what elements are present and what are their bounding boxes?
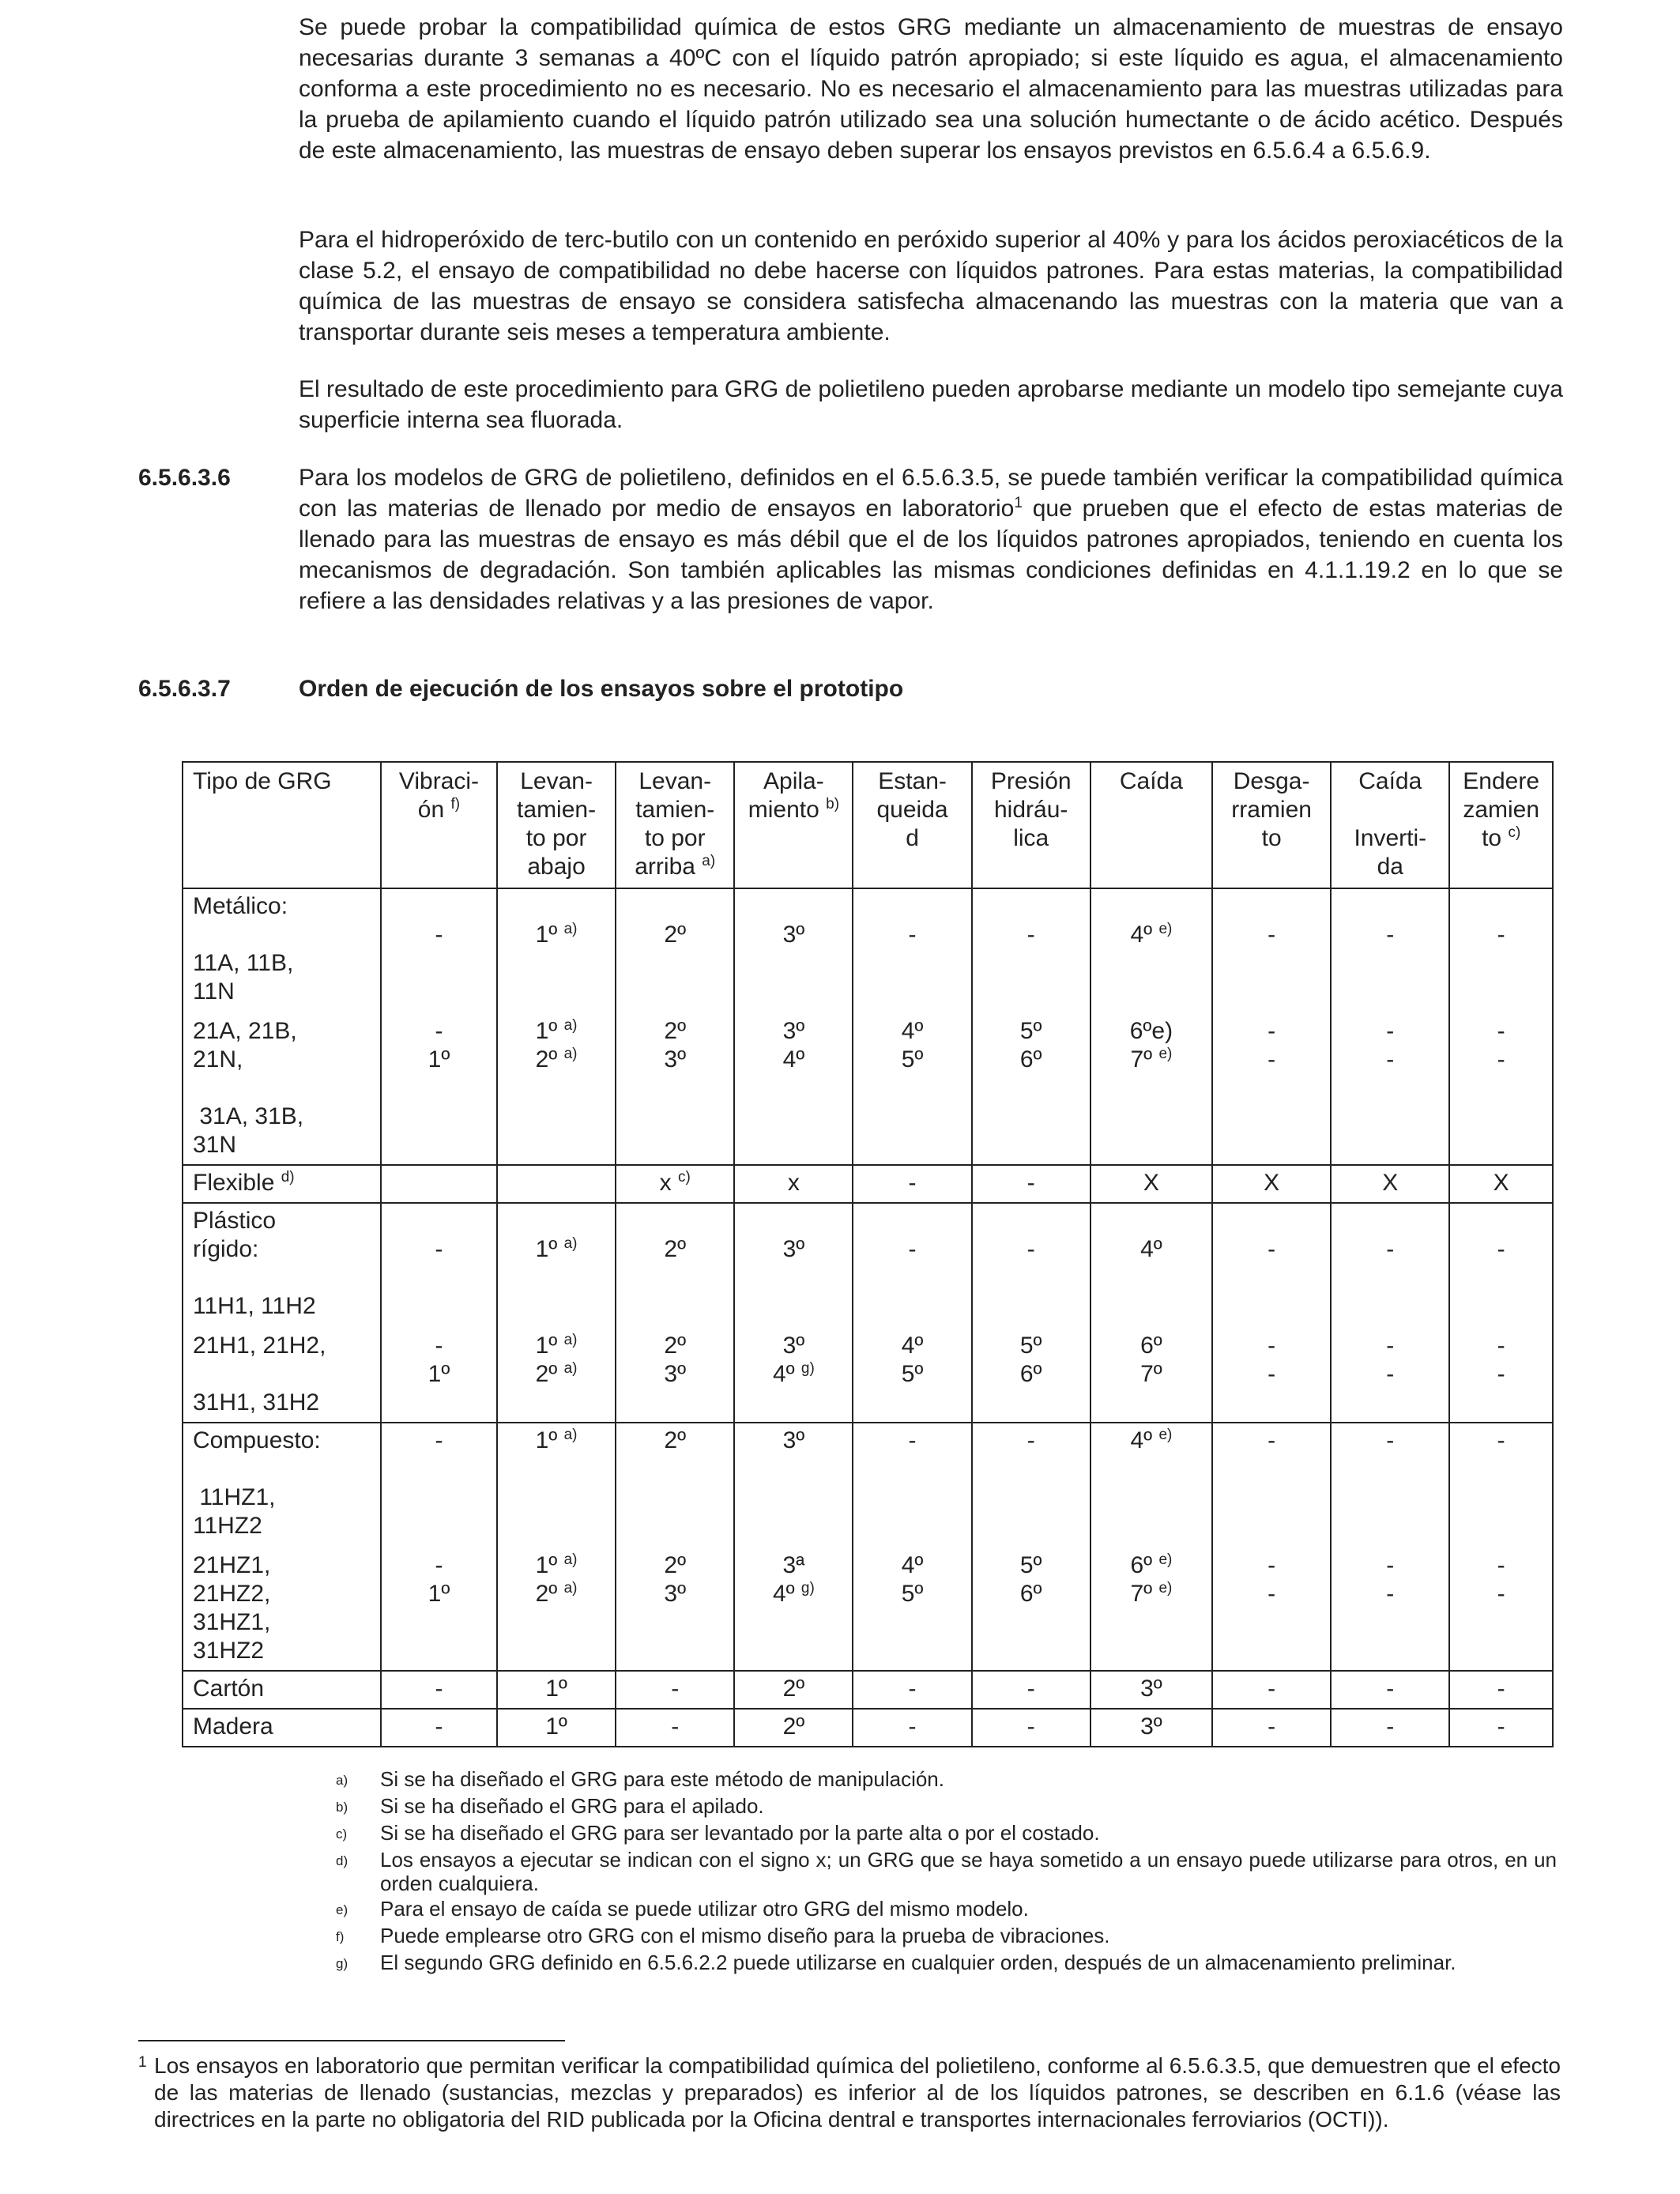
column-header: Tipo de GRG (183, 762, 381, 888)
column-header: Desga- rramien to (1212, 762, 1331, 888)
table-cell (381, 1165, 497, 1203)
column-header: Apila- miento $^{b)}$ (734, 762, 853, 888)
table-cell (497, 1709, 616, 1747)
cell-line: - (1268, 1236, 1276, 1262)
cell-line: - (1268, 1676, 1276, 1702)
cell-line: - (1026, 1170, 1035, 1196)
cell-line: - (1026, 922, 1035, 948)
table-row (183, 1165, 1553, 1203)
footnote-marker: g) (800, 1580, 815, 1596)
cell-line: - (1268, 1713, 1276, 1740)
cell-line: 2º (664, 922, 687, 948)
cell-line: - (908, 1713, 917, 1740)
cell-line (385, 1169, 493, 1197)
cell-line: 3ª 4º $^{g)}$ (772, 1552, 815, 1607)
note-key: b) (336, 1800, 348, 1815)
table-cell (381, 888, 497, 1165)
cell-line: 2º (664, 1236, 687, 1262)
table-cell (616, 1203, 734, 1423)
table-cell (1449, 1709, 1553, 1747)
footnote-marker: a) (563, 1017, 578, 1034)
column-header: Vibraci- ón $^{f)}$ (381, 762, 497, 888)
cell-line: - 1º (428, 1552, 450, 1607)
cell-line: Plástico rígido: 11H1, 11H2 (193, 1208, 316, 1319)
cell-line: 6º $^{e)}$ 7º $^{e)}$ (1130, 1551, 1173, 1607)
cell-line: - (908, 1170, 917, 1196)
section-6536-text-b: que prueben que el efecto de estas materias de llenado para las muestras de ensayo es más débil que el de los líquidos patrones apropiados, teniendo en cuenta los mecanismos de degradación. Son también aplicables las mismas condiciones definidas en 4.1.1.19.2 en lo que se refiere a las densidades relativas y a las presiones de vapor. (299, 496, 1563, 614)
note-text: Si se ha diseñado el GRG para este método de manipulación. (380, 1767, 944, 1791)
cell-line: 3º 4º (782, 1018, 805, 1072)
footnote-ref: 1 (1014, 495, 1023, 511)
note-key: a) (336, 1773, 348, 1788)
cell-line: - (1386, 922, 1395, 948)
table-cell (616, 1423, 734, 1671)
cell-line: - 1º (428, 1333, 450, 1387)
cell-line: 3º (782, 922, 805, 948)
footnote-marker: a) (563, 1551, 578, 1568)
table-note (336, 1848, 1557, 1895)
table-cell (497, 1165, 616, 1203)
table-cell (1331, 1203, 1449, 1423)
cell-line: - - (1268, 1552, 1276, 1607)
cell-line: Cartón (193, 1676, 265, 1702)
cell-line: 4º 5º (901, 1018, 924, 1072)
table-cell (1212, 1709, 1331, 1747)
footnote-marker: g) (800, 1360, 815, 1377)
cell-line: - (435, 1427, 443, 1453)
cell-line: - (908, 1427, 917, 1453)
table-cell (381, 1203, 497, 1423)
table-note (336, 1897, 1557, 1922)
table-row (183, 1423, 1553, 1671)
footnote-marker: a) (563, 1427, 578, 1443)
cell-line: 2º 3º (664, 1333, 687, 1387)
section-6536-text (299, 462, 1563, 616)
cell-line: 3º (1140, 1676, 1162, 1702)
table-cell (616, 888, 734, 1165)
paragraph-fluorinated: El resultado de este procedimiento para GRG de polietileno pueden aprobarse mediante un modelo tipo semejante cuya superficie interna sea fluorada. (299, 376, 1563, 433)
cell-line (501, 1169, 612, 1197)
cell-line: - - (1386, 1333, 1395, 1387)
table-cell (972, 1165, 1090, 1203)
table-row (183, 1671, 1553, 1709)
table-note (336, 1767, 1557, 1793)
cell-line: Metálico: 11A, 11B, 11N (193, 893, 294, 1005)
cell-line: Flexible $^{d)}$ (193, 1169, 295, 1196)
cell-line: 4º (1140, 1236, 1162, 1262)
table-cell (497, 1423, 616, 1671)
table-note (336, 1924, 1557, 1949)
footnote-marker: f) (450, 796, 461, 812)
table-cell (853, 1203, 971, 1423)
cell-line: - - (1497, 1333, 1505, 1387)
footnote (138, 2053, 1561, 2133)
footnote-marker: a) (702, 853, 716, 869)
cell-line: 2º 3º (664, 1018, 687, 1072)
cell-line: - 1º (428, 1018, 450, 1072)
cell-line: Madera (193, 1713, 273, 1740)
grg-type-cell (183, 1671, 381, 1709)
table-cell (497, 1203, 616, 1423)
cell-line: x $^{c)}$ (659, 1169, 691, 1196)
table-cell (497, 888, 616, 1165)
cell-line: - - (1268, 1333, 1276, 1387)
cell-line: 21HZ1, 21HZ2, 31HZ1, 31HZ2 (193, 1552, 271, 1664)
column-header: Endere zamien to $^{c)}$ (1449, 762, 1553, 888)
footnote-marker: e) (1158, 1580, 1173, 1596)
cell-line: - (1497, 1427, 1505, 1453)
table-cell (381, 1709, 497, 1747)
table-cell (853, 1423, 971, 1671)
note-key: g) (336, 1956, 348, 1971)
cell-line: Compuesto: 11HZ1, 11HZ2 (193, 1427, 321, 1539)
column-header: Presión hidráu- lica (972, 762, 1090, 888)
cell-line: X (1382, 1170, 1399, 1196)
grg-type-cell (183, 888, 381, 1165)
table-note (336, 1821, 1557, 1846)
footnote-marker: a) (563, 1360, 578, 1377)
table-cell (1212, 1671, 1331, 1709)
cell-line: x (787, 1170, 800, 1196)
table-cell (1449, 1671, 1553, 1709)
section-6536-text-a: Para los modelos de GRG de polietileno, definidos en el 6.5.6.3.5, se puede también verificar la compatibilidad química con las materias de llenado por medio de ensayos en laboratorio (299, 465, 1563, 522)
table-cell (381, 1671, 497, 1709)
table-cell (1449, 1203, 1553, 1423)
table-cell (734, 1423, 853, 1671)
cell-line: - - (1386, 1018, 1395, 1072)
table-cell (734, 1709, 853, 1747)
table-cell (1331, 1165, 1449, 1203)
table-cell (972, 1709, 1090, 1747)
table-cell (972, 1671, 1090, 1709)
table-cell (1449, 1423, 1553, 1671)
cell-line: 5º 6º (1019, 1552, 1042, 1607)
footnote-marker: c) (1508, 824, 1521, 841)
grg-type-cell (183, 1203, 381, 1423)
table-note (336, 1951, 1557, 1976)
table-cell (1090, 1203, 1212, 1423)
table-cell (972, 1203, 1090, 1423)
section-number-6536: 6.5.6.3.6 (138, 465, 231, 491)
footnote-marker: a) (563, 921, 578, 937)
table-cell (734, 888, 853, 1165)
table-cell (1090, 888, 1212, 1165)
cell-line: X (1493, 1170, 1509, 1196)
footnote-marker: e) (1158, 1427, 1173, 1443)
cell-line: - (1026, 1713, 1035, 1740)
cell-line: 2º (664, 1427, 687, 1453)
note-text: Si se ha diseñado el GRG para ser levantado por la parte alta o por el costado. (380, 1821, 1100, 1845)
table-cell (853, 1709, 971, 1747)
cell-line: - (435, 1236, 443, 1262)
table-notes (336, 1767, 1557, 1977)
cell-line: 3º 4º $^{g)}$ (772, 1333, 815, 1387)
cell-line: - (435, 922, 443, 948)
table-cell (1212, 1165, 1331, 1203)
cell-line: 1º (545, 1676, 567, 1702)
footnote-marker: e) (1158, 1046, 1173, 1062)
cell-line: - (1268, 922, 1276, 948)
test-order-table (182, 761, 1554, 1747)
footnote-marker: e) (1158, 1551, 1173, 1568)
cell-line: - (1386, 1713, 1395, 1740)
cell-line: - - (1268, 1018, 1276, 1072)
cell-line: 3º (1140, 1713, 1162, 1740)
cell-line: - (1268, 1427, 1276, 1453)
note-key: d) (336, 1853, 348, 1868)
cell-line: - (435, 1713, 443, 1740)
cell-line: - - (1497, 1018, 1505, 1072)
cell-line: 4º $^{e)}$ (1130, 921, 1173, 948)
grg-type-cell (183, 1423, 381, 1671)
cell-line: X (1143, 1170, 1159, 1196)
cell-line: 1º $^{a)}$ (535, 921, 578, 948)
footnote-text: Los ensayos en laboratorio que permitan verificar la compatibilidad química del polietileno, conforme al 6.5.6.3.5, que demuestren que el efecto de las materias de llenado (sustancias, mezclas y preparados) es inferior al de los líquidos patrones, se describen en 6.1.6 (véase las directrices en la parte no obligatoria del RID publicada por la Oficina dentral e transportes internacionales ferroviarios (OCTI)). (154, 2053, 1561, 2132)
note-key: c) (336, 1826, 348, 1842)
cell-line: - (908, 1236, 917, 1262)
cell-line: 3º (782, 1427, 805, 1453)
table-cell (616, 1709, 734, 1747)
table-cell (1331, 888, 1449, 1165)
table-cell (734, 1203, 853, 1423)
note-text: Puede emplearse otro GRG con el mismo diseño para la prueba de vibraciones. (380, 1924, 1110, 1947)
table-cell (1331, 1709, 1449, 1747)
grg-type-cell (183, 1709, 381, 1747)
cell-line: - (1386, 1236, 1395, 1262)
note-key: e) (336, 1902, 348, 1917)
table-row (183, 1203, 1553, 1423)
cell-line: 5º 6º (1019, 1018, 1042, 1072)
cell-line: - (671, 1676, 680, 1702)
cell-line: 1º $^{a)}$ 2º $^{a)}$ (535, 1017, 578, 1072)
cell-line: 2º (782, 1676, 805, 1702)
footnote-marker: a) (563, 1332, 578, 1348)
cell-line: - (1386, 1676, 1395, 1702)
note-text: Para el ensayo de caída se puede utilizar otro GRG del mismo modelo. (380, 1897, 1029, 1921)
footnote-marker: a) (563, 1235, 578, 1252)
cell-line: 1º $^{a)}$ 2º $^{a)}$ (535, 1332, 578, 1387)
footnote-marker: a) (563, 1046, 578, 1062)
table-cell (381, 1423, 497, 1671)
cell-line: - (1497, 1713, 1505, 1740)
note-text: Si se ha diseñado el GRG para el apilado. (380, 1794, 764, 1818)
table-cell (972, 1423, 1090, 1671)
cell-line: - (908, 1676, 917, 1702)
table-cell (1212, 1423, 1331, 1671)
table-cell (1449, 1165, 1553, 1203)
cell-line: - (1026, 1236, 1035, 1262)
table-cell (1212, 1203, 1331, 1423)
table-cell (972, 888, 1090, 1165)
cell-line: X (1264, 1170, 1280, 1196)
cell-line: - (908, 922, 917, 948)
table-cell (1090, 1671, 1212, 1709)
table-row (183, 1709, 1553, 1747)
table-cell (616, 1671, 734, 1709)
table-cell (734, 1165, 853, 1203)
cell-line: - (671, 1713, 680, 1740)
cell-line: - - (1386, 1552, 1395, 1607)
footnote-mark: 1 (138, 2054, 147, 2071)
paragraph-storage-compatibility: Se puede probar la compatibilidad química de estos GRG mediante un almacenamiento de muestras de ensayo necesarias durante 3 semanas a 40ºC con el líquido patrón apropiado; si este líquido es agua, el almacenamiento conforma a este procedimiento no es necesario. No es necesario el almacenamiento para las muestras utilizadas para la prueba de apilamiento cuando el líquido patrón utilizado sea una solución humectante o de ácido acético. Después de este almacenamiento, las muestras de ensayo deben superar los ensayos previstos en 6.5.6.4 a 6.5.6.9. (299, 14, 1563, 164)
table-cell (853, 1671, 971, 1709)
cell-line: 3º (782, 1236, 805, 1262)
note-text: Los ensayos a ejecutar se indican con el signo x; un GRG que se haya sometido a un ensayo puede utilizarse para otros, en un orden cualquiera. (380, 1848, 1557, 1895)
cell-line: 21A, 21B, 21N, 31A, 31B, 31N (193, 1018, 304, 1158)
cell-line: - (1386, 1427, 1395, 1453)
cell-line: 2º (782, 1713, 805, 1740)
cell-line: - (1497, 922, 1505, 948)
cell-line: 1º (545, 1713, 567, 1740)
cell-line: - - (1497, 1552, 1505, 1607)
table-cell (734, 1671, 853, 1709)
cell-line: 5º 6º (1019, 1333, 1042, 1387)
cell-line: - (1497, 1236, 1505, 1262)
column-header: Caída (1090, 762, 1212, 888)
cell-line: 2º 3º (664, 1552, 687, 1607)
table-cell (1090, 1709, 1212, 1747)
cell-line: 6º 7º (1140, 1333, 1162, 1387)
cell-line: - (1026, 1427, 1035, 1453)
table-cell (1449, 888, 1553, 1165)
cell-line: 1º $^{a)}$ 2º $^{a)}$ (535, 1551, 578, 1607)
table-cell (853, 888, 971, 1165)
table-cell (497, 1671, 616, 1709)
column-header: Levan- tamien- to por arriba $^{a)}$ (616, 762, 734, 888)
column-header: Estan- queida d (853, 762, 971, 888)
table-header-row (183, 762, 1553, 888)
table-cell (1331, 1671, 1449, 1709)
footnote-separator (138, 2040, 565, 2041)
table-cell (1090, 1423, 1212, 1671)
cell-line: - (1497, 1676, 1505, 1702)
cell-line: - (435, 1676, 443, 1702)
column-header: Levan- tamien- to por abajo (497, 762, 616, 888)
grg-type-cell (183, 1165, 381, 1203)
table-cell (616, 1165, 734, 1203)
table-row (183, 888, 1553, 1165)
footnote-marker: d) (281, 1169, 295, 1186)
footnote-marker: b) (826, 796, 840, 812)
cell-line: 4º $^{e)}$ (1130, 1427, 1173, 1453)
table-cell (1090, 1165, 1212, 1203)
table-cell (1212, 888, 1331, 1165)
table-cell (853, 1165, 971, 1203)
paragraph-peroxide: Para el hidroperóxido de terc-butilo con un contenido en peróxido superior al 40% y para los ácidos peroxiacéticos de la clase 5.2, el ensayo de compatibilidad no debe hacerse con líquidos patrones. Para estas materias, la compatibilidad química de las muestras de ensayo se considera satisfecha almacenando las muestras con la materia que van a transportar durante seis meses a temperatura ambiente. (299, 227, 1563, 345)
table-note (336, 1794, 1557, 1819)
table-cell (1331, 1423, 1449, 1671)
cell-line: 1º $^{a)}$ (535, 1235, 578, 1262)
footnote-marker: a) (563, 1580, 578, 1596)
cell-line: 6ºe) 7º $^{e)}$ (1129, 1018, 1173, 1072)
cell-line: 4º 5º (901, 1333, 924, 1387)
cell-line: - (1026, 1676, 1035, 1702)
footnote-marker: e) (1158, 921, 1173, 937)
section-6537-title: Orden de ejecución de los ensayos sobre el prototipo (299, 676, 904, 702)
cell-line: 4º 5º (901, 1552, 924, 1607)
section-number-6537: 6.5.6.3.7 (138, 676, 231, 702)
note-key: f) (336, 1929, 345, 1944)
column-header: Caída Inverti- da (1331, 762, 1449, 888)
note-text: El segundo GRG definido en 6.5.6.2.2 puede utilizarse en cualquier orden, después de un almacenamiento preliminar. (380, 1951, 1456, 1974)
cell-line: 21H1, 21H2, 31H1, 31H2 (193, 1333, 326, 1416)
footnote-marker: c) (677, 1169, 691, 1186)
cell-line: 1º $^{a)}$ (535, 1427, 578, 1453)
